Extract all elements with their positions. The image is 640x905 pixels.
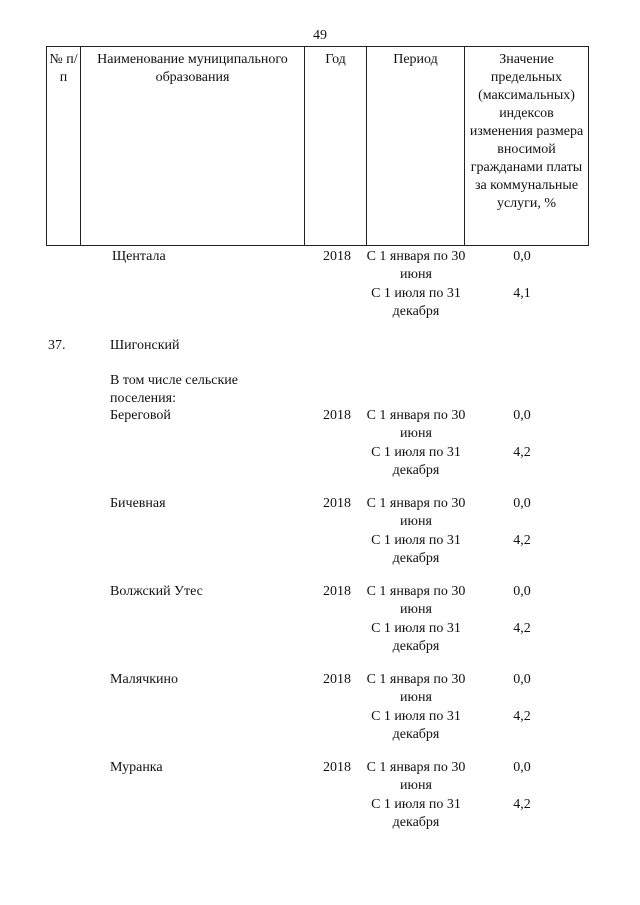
- period-cell: С 1 января по 30 июня: [366, 408, 466, 441]
- year-cell: 2018: [323, 408, 351, 423]
- value-cell: 0,0: [513, 760, 531, 775]
- year-cell: 2018: [323, 249, 351, 264]
- period-cell: С 1 июля по 31 декабря: [371, 709, 461, 742]
- period-cell: С 1 января по 30 июня: [366, 584, 466, 617]
- year-cell: 2018: [323, 672, 351, 687]
- period-cell: С 1 января по 30 июня: [366, 496, 466, 529]
- year-cell: 2018: [323, 760, 351, 775]
- header-value: Значение предельных (максимальных) индексов изменения размера вносимой гражданами платы за коммунальные услуги, %: [465, 47, 589, 246]
- period-cell: С 1 июля по 31 декабря: [371, 621, 461, 654]
- value-cell: 0,0: [513, 496, 531, 511]
- settlement-name: Бичевная: [110, 496, 166, 511]
- settlement-name: Береговой: [110, 408, 171, 423]
- period-cell: С 1 января по 30 июня: [366, 672, 466, 705]
- period-cell: С 1 июля по 31 декабря: [371, 445, 461, 478]
- table-header: [46, 46, 589, 246]
- period-cell: С 1 июля по 31 декабря: [371, 533, 461, 566]
- period-cell: С 1 июля по 31 декабря: [371, 286, 461, 319]
- value-cell: 4,1: [513, 286, 531, 301]
- value-cell: 0,0: [513, 249, 531, 264]
- value-cell: 0,0: [513, 408, 531, 423]
- district-name: Шигонский: [110, 338, 180, 353]
- header-period: Период: [367, 47, 465, 246]
- settlement-name: Малячкино: [110, 672, 179, 687]
- settlement-name: Волжский Утес: [110, 584, 203, 599]
- district-subheading: В том числе сельские поселения:: [110, 373, 239, 406]
- value-cell: 4,2: [513, 533, 531, 548]
- header-name: Наименование муниципального образования: [81, 47, 305, 246]
- settlement-name: Муранка: [110, 760, 163, 775]
- year-cell: 2018: [323, 496, 351, 511]
- value-cell: 4,2: [513, 445, 531, 460]
- value-cell: 0,0: [513, 672, 531, 687]
- page-number: 49: [313, 28, 327, 43]
- value-cell: 0,0: [513, 584, 531, 599]
- year-cell: 2018: [323, 584, 351, 599]
- header-year: Год: [305, 47, 367, 246]
- value-cell: 4,2: [513, 797, 531, 812]
- period-cell: С 1 июля по 31 декабря: [371, 797, 461, 830]
- header-number: № п/п: [47, 47, 81, 246]
- period-cell: С 1 января по 30 июня: [366, 760, 466, 793]
- period-cell: С 1 января по 30 июня: [366, 249, 466, 282]
- value-cell: 4,2: [513, 621, 531, 636]
- value-cell: 4,2: [513, 709, 531, 724]
- district-number: 37.: [48, 338, 66, 353]
- settlement-name: Щентала: [112, 249, 166, 264]
